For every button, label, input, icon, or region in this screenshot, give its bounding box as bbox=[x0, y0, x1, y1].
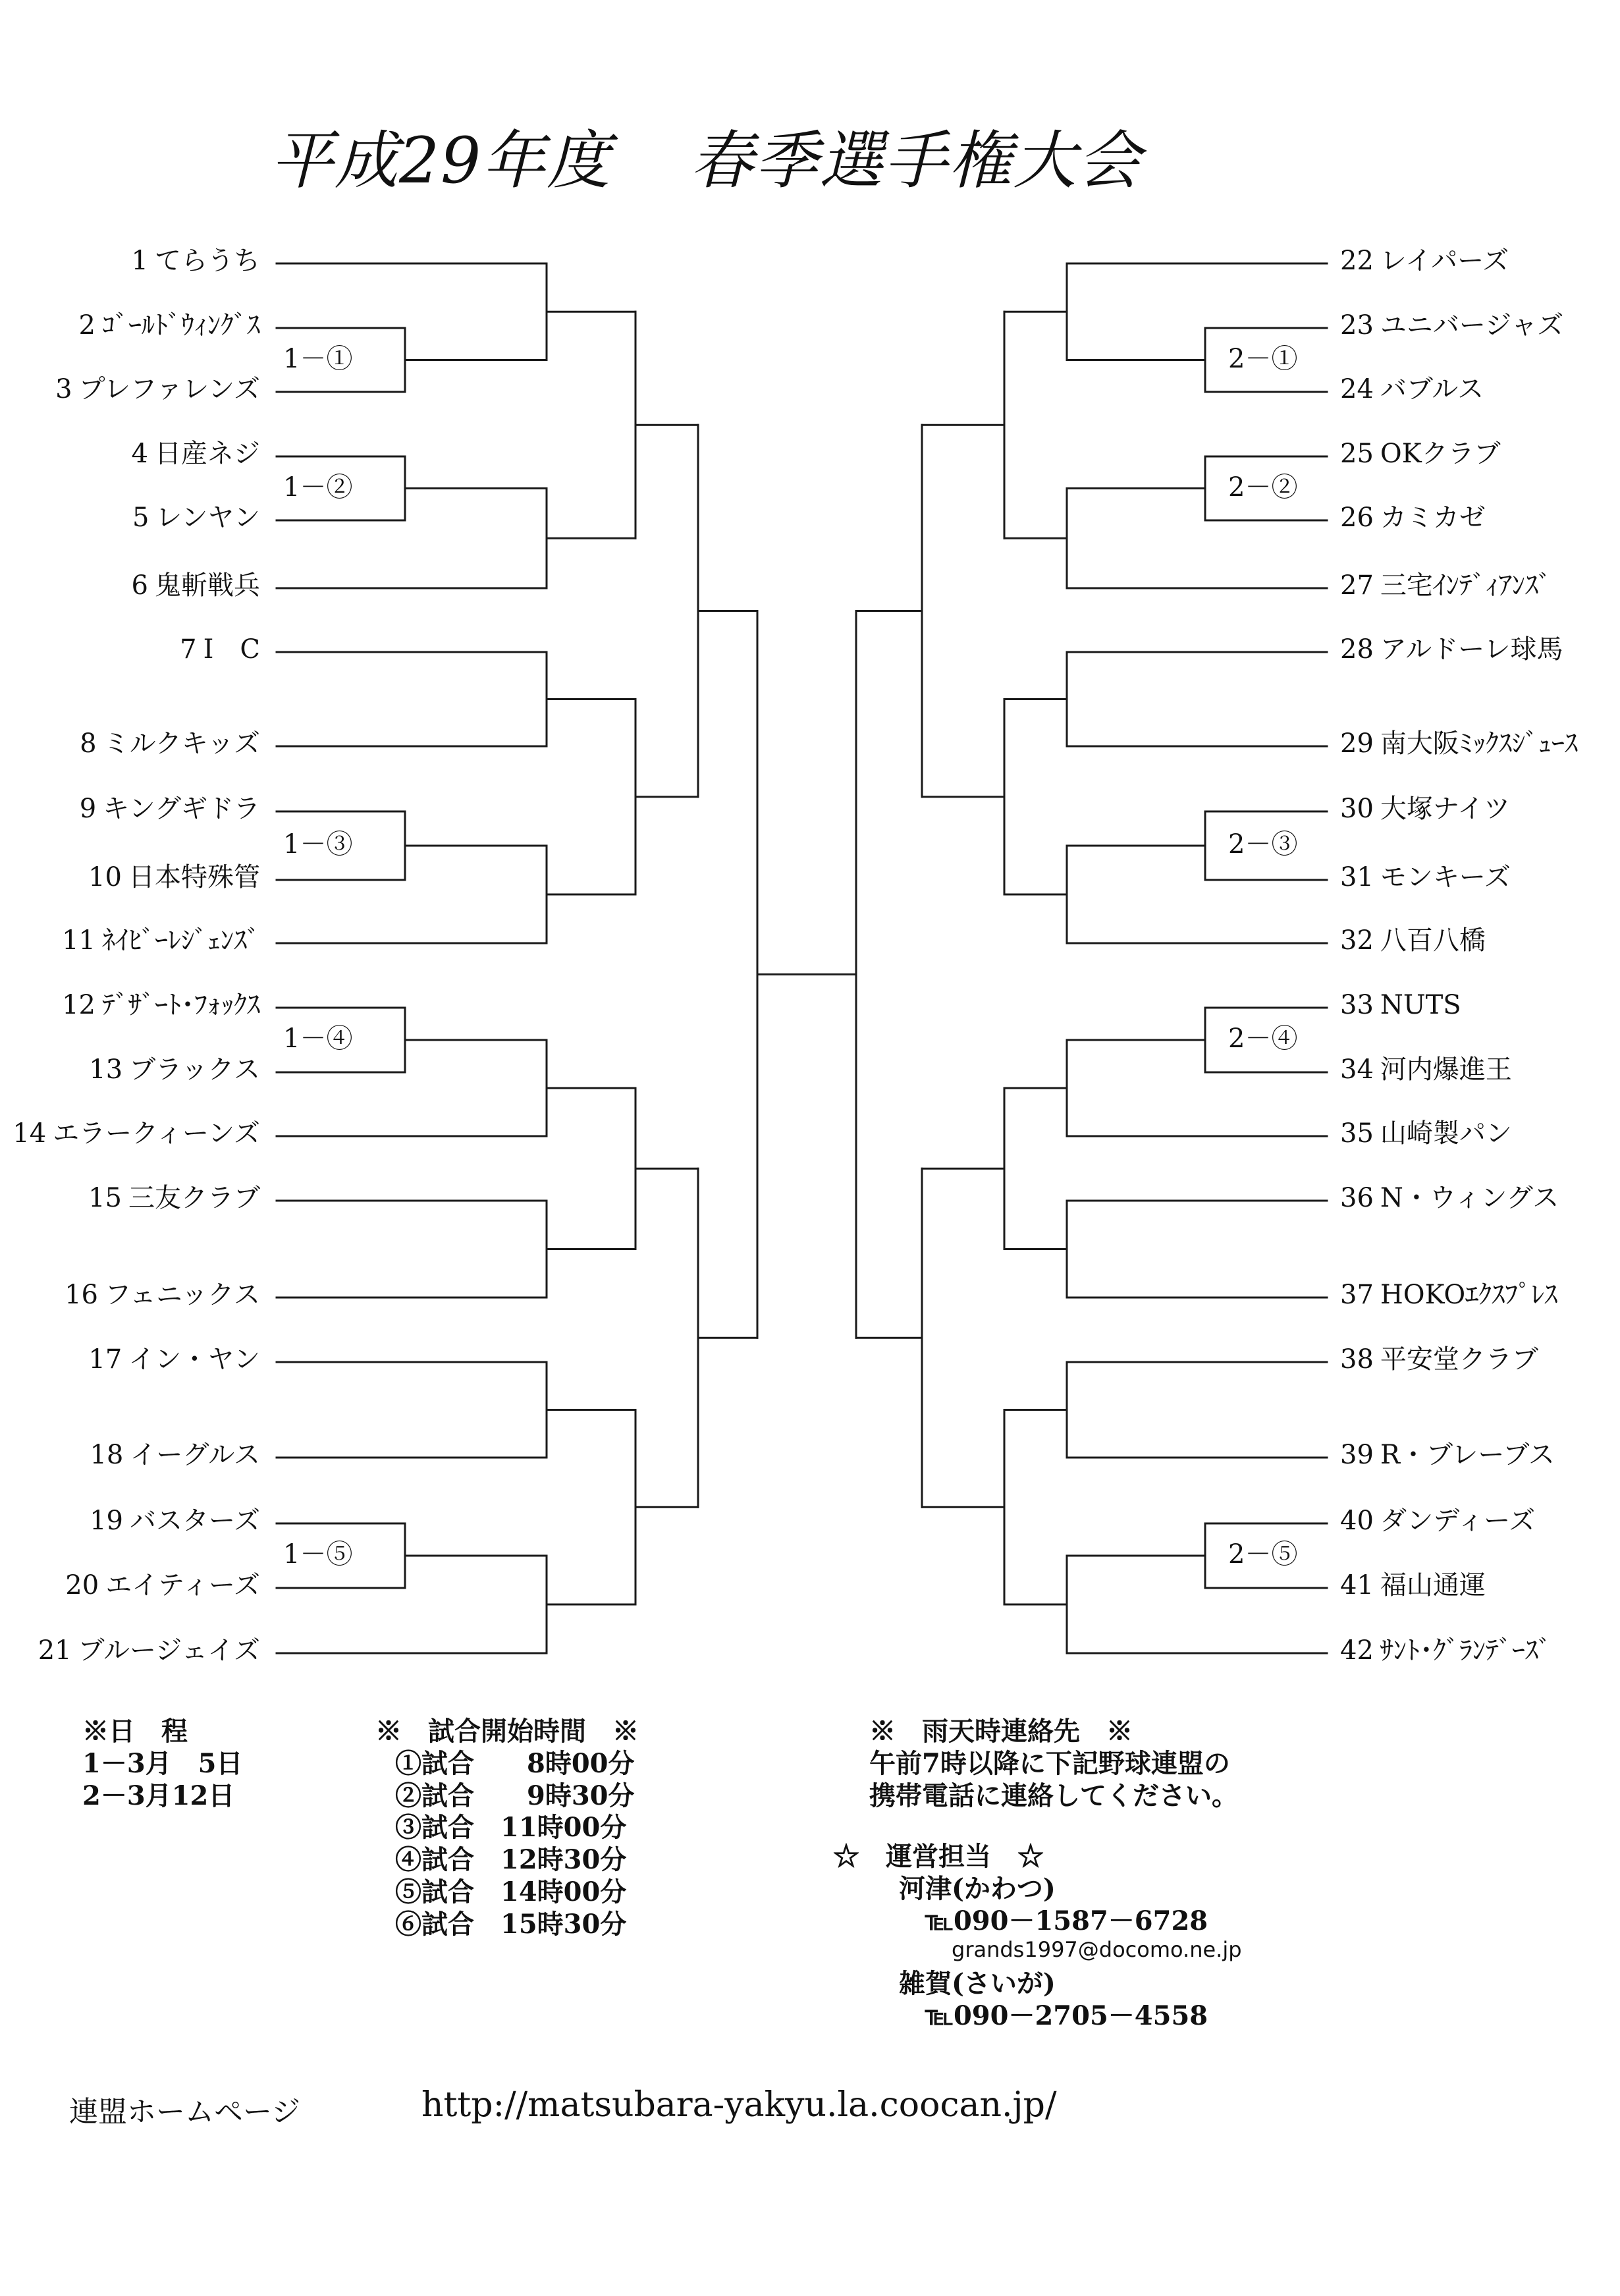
team-number: 38 bbox=[1340, 1344, 1374, 1375]
team-name: 福山通運 bbox=[1380, 1570, 1486, 1600]
team-name: N・ウィングス bbox=[1380, 1183, 1559, 1213]
team-left bbox=[132, 505, 260, 531]
team-name: ダンディーズ bbox=[1380, 1506, 1536, 1536]
team-number: 14 bbox=[13, 1118, 47, 1149]
team-name: ユニバージャズ bbox=[1380, 310, 1564, 341]
team-right bbox=[1340, 864, 1511, 890]
team-right bbox=[1340, 1056, 1512, 1083]
staff-person-1: 河津(かわつ) bbox=[899, 1872, 1056, 1904]
team-name: レイパーズ bbox=[1380, 246, 1509, 276]
team-name: イン・ヤン bbox=[128, 1344, 260, 1375]
game-label-r1: 2－① bbox=[1228, 343, 1298, 374]
team-left bbox=[13, 1120, 260, 1147]
team-number: 16 bbox=[65, 1280, 98, 1310]
footer-url-link[interactable]: http://matsubara-yakyu.la.coocan.jp/ bbox=[421, 2085, 1057, 2125]
team-name: 山崎製パン bbox=[1380, 1118, 1512, 1149]
team-left bbox=[55, 376, 260, 402]
team-left bbox=[79, 312, 260, 339]
staff-phone-2: ℡090－2705－4558 bbox=[925, 2000, 1208, 2032]
team-name: バブルス bbox=[1380, 374, 1484, 404]
team-number: 21 bbox=[38, 1635, 72, 1666]
start-time-line: ③試合 11時00分 bbox=[395, 1812, 627, 1844]
team-number: 6 bbox=[131, 570, 148, 601]
team-name: 平安堂クラブ bbox=[1380, 1344, 1538, 1375]
team-name: 日産ネジ bbox=[155, 439, 260, 469]
start-time-line: ①試合 8時00分 bbox=[395, 1747, 635, 1779]
team-number: 19 bbox=[90, 1506, 123, 1536]
team-left bbox=[132, 248, 260, 274]
start-times-heading: ※ 試合開始時間 ※ bbox=[375, 1716, 639, 1747]
team-number: 31 bbox=[1340, 862, 1374, 892]
team-name: エラークィーンズ bbox=[53, 1118, 260, 1149]
schedule-line: 2－3月12日 bbox=[82, 1780, 235, 1811]
team-name: 八百八橋 bbox=[1380, 925, 1486, 956]
footer-label: 連盟ホームページ bbox=[69, 2095, 301, 2129]
rain-line: 午前7時以降に下記野球連盟の bbox=[869, 1747, 1230, 1779]
game-label-r2: 2－② bbox=[1228, 472, 1298, 503]
team-name: てらうち bbox=[155, 246, 260, 276]
team-number: 26 bbox=[1340, 503, 1374, 533]
team-number: 39 bbox=[1340, 1440, 1374, 1470]
team-right bbox=[1340, 1346, 1538, 1373]
team-name: ｺﾞｰﾙﾄﾞｳｨﾝｸﾞｽ bbox=[102, 310, 260, 341]
team-name: HOKOｴｸｽﾌﾟﾚｽ bbox=[1380, 1280, 1558, 1310]
start-time-line: ⑥試合 15時30分 bbox=[395, 1908, 627, 1940]
team-name: ミルクキッズ bbox=[103, 728, 260, 759]
team-left bbox=[80, 730, 260, 757]
team-left bbox=[65, 1282, 260, 1308]
game-label-l2: 1－② bbox=[283, 472, 353, 503]
team-number: 37 bbox=[1340, 1280, 1374, 1310]
team-right bbox=[1340, 1572, 1486, 1599]
team-right bbox=[1340, 730, 1578, 757]
team-name: I C bbox=[203, 634, 260, 665]
game-label-r5: 2－⑤ bbox=[1228, 1539, 1298, 1570]
team-right bbox=[1340, 1120, 1512, 1147]
team-left bbox=[88, 864, 260, 890]
team-number: 30 bbox=[1340, 794, 1374, 824]
game-label-r4: 2－④ bbox=[1228, 1024, 1298, 1054]
staff-section bbox=[833, 1841, 1242, 2033]
team-name: 日本特殊管 bbox=[128, 862, 260, 892]
team-name: キングギドラ bbox=[103, 794, 260, 824]
game-label-r3: 2－③ bbox=[1228, 829, 1298, 860]
team-right bbox=[1340, 1637, 1552, 1664]
team-name: 河内爆進王 bbox=[1380, 1054, 1512, 1085]
team-left bbox=[132, 572, 260, 599]
team-number: 36 bbox=[1340, 1183, 1374, 1213]
team-number: 17 bbox=[88, 1344, 122, 1375]
team-left bbox=[65, 1572, 260, 1599]
staff-heading: ☆ 運営担当 ☆ bbox=[833, 1841, 1044, 1872]
team-name: イーグルス bbox=[130, 1440, 260, 1470]
team-name: ｻﾝﾄ･ｸﾞﾗﾝﾃﾞｰｽﾞ bbox=[1380, 1635, 1552, 1666]
team-right bbox=[1340, 636, 1563, 663]
team-number: 3 bbox=[55, 374, 72, 404]
team-right bbox=[1340, 376, 1484, 402]
team-right bbox=[1340, 927, 1486, 954]
team-name: フェニックス bbox=[105, 1280, 260, 1310]
rain-line: 携帯電話に連絡してください。 bbox=[869, 1780, 1238, 1811]
team-left bbox=[62, 927, 260, 954]
team-number: 13 bbox=[89, 1054, 123, 1085]
team-left bbox=[90, 1442, 260, 1468]
team-number: 23 bbox=[1340, 310, 1374, 341]
start-time-line: ②試合 9時30分 bbox=[395, 1780, 635, 1811]
team-number: 10 bbox=[88, 862, 122, 892]
team-right bbox=[1340, 312, 1563, 339]
team-name: カミカゼ bbox=[1380, 503, 1486, 533]
team-right bbox=[1340, 572, 1552, 599]
team-number: 25 bbox=[1340, 439, 1374, 469]
team-name: プレファレンズ bbox=[78, 374, 260, 404]
team-number: 4 bbox=[131, 439, 148, 469]
team-left bbox=[180, 636, 260, 663]
team-name: ブルージェイズ bbox=[78, 1635, 260, 1666]
team-right bbox=[1340, 1442, 1555, 1468]
team-name: 三友クラブ bbox=[128, 1183, 260, 1213]
team-left bbox=[88, 1185, 260, 1211]
team-name: モンキーズ bbox=[1380, 862, 1511, 892]
team-number: 41 bbox=[1340, 1570, 1374, 1600]
team-number: 35 bbox=[1340, 1118, 1374, 1149]
start-times-section bbox=[375, 1716, 639, 1941]
team-number: 15 bbox=[88, 1183, 122, 1213]
team-left bbox=[132, 441, 260, 467]
team-number: 20 bbox=[65, 1570, 99, 1600]
team-left bbox=[62, 992, 260, 1018]
team-name: バスターズ bbox=[130, 1506, 260, 1536]
team-number: 18 bbox=[90, 1440, 124, 1470]
team-name: NUTS bbox=[1380, 990, 1461, 1020]
game-label-l1: 1－① bbox=[283, 343, 353, 374]
team-number: 24 bbox=[1340, 374, 1374, 404]
team-name: レンヤン bbox=[155, 503, 260, 533]
team-name: 三宅ｲﾝﾃﾞｨｱﾝｽﾞ bbox=[1380, 570, 1552, 601]
team-number: 12 bbox=[62, 990, 95, 1020]
schedule-section bbox=[82, 1716, 243, 1812]
team-name: エイティーズ bbox=[105, 1570, 260, 1600]
schedule-line: 1－3月 5日 bbox=[82, 1747, 243, 1779]
team-right bbox=[1340, 505, 1486, 531]
team-number: 22 bbox=[1340, 246, 1374, 276]
title-year: 平成29年度 bbox=[270, 124, 612, 198]
team-number: 9 bbox=[79, 794, 97, 824]
team-number: 33 bbox=[1340, 990, 1374, 1020]
team-number: 28 bbox=[1340, 634, 1374, 665]
staff-person-2: 雑賀(さいが) bbox=[899, 1968, 1056, 2000]
team-right bbox=[1340, 796, 1510, 822]
team-left bbox=[80, 796, 260, 822]
team-number: 1 bbox=[131, 246, 148, 276]
team-name: OKクラブ bbox=[1380, 439, 1501, 469]
team-left bbox=[88, 1346, 260, 1373]
team-left bbox=[89, 1056, 260, 1083]
team-number: 29 bbox=[1340, 728, 1374, 759]
team-number: 34 bbox=[1340, 1054, 1374, 1085]
game-label-l5: 1－⑤ bbox=[283, 1539, 353, 1570]
rain-contact-section bbox=[869, 1716, 1238, 1812]
title-name: 春季選手権大会 bbox=[690, 124, 1143, 198]
game-label-l4: 1－④ bbox=[283, 1024, 353, 1054]
team-number: 8 bbox=[80, 728, 97, 759]
start-time-line: ④試合 12時30分 bbox=[395, 1844, 627, 1876]
team-number: 7 bbox=[180, 634, 197, 665]
team-left bbox=[90, 1508, 260, 1534]
team-right bbox=[1340, 441, 1501, 467]
staff-email-1[interactable]: grands1997@docomo.ne.jp bbox=[952, 1937, 1242, 1963]
team-name: 南大阪ﾐｯｸｽｼﾞｭｰｽ bbox=[1380, 728, 1578, 759]
schedule-heading: ※日 程 bbox=[82, 1716, 188, 1747]
team-number: 5 bbox=[132, 503, 149, 533]
team-right bbox=[1340, 1185, 1559, 1211]
team-name: ﾃﾞｻﾞｰﾄ･ﾌｫｯｸｽ bbox=[102, 990, 260, 1020]
team-left bbox=[38, 1637, 260, 1664]
team-name: ブラックス bbox=[129, 1054, 260, 1085]
game-label-l3: 1－③ bbox=[283, 829, 353, 860]
team-name: 鬼斬戦兵 bbox=[155, 570, 260, 601]
start-time-line: ⑤試合 14時00分 bbox=[395, 1876, 627, 1907]
team-number: 42 bbox=[1340, 1635, 1374, 1666]
team-name: R・ブレーブス bbox=[1380, 1440, 1555, 1470]
team-number: 11 bbox=[62, 925, 95, 956]
team-number: 32 bbox=[1340, 925, 1374, 956]
team-number: 40 bbox=[1340, 1506, 1374, 1536]
rain-heading: ※ 雨天時連絡先 ※ bbox=[869, 1716, 1133, 1747]
team-number: 2 bbox=[78, 310, 95, 341]
team-right bbox=[1340, 248, 1509, 274]
team-name: アルドーレ球馬 bbox=[1380, 634, 1563, 665]
staff-phone-1: ℡090－1587－6728 bbox=[925, 1905, 1208, 1936]
team-right bbox=[1340, 1282, 1557, 1308]
team-name: ﾈｲﾋﾞｰﾚｼﾞｪﾝｽﾞ bbox=[102, 925, 260, 956]
team-name: 大塚ナイツ bbox=[1380, 794, 1511, 824]
team-number: 27 bbox=[1340, 570, 1374, 601]
team-right bbox=[1340, 992, 1461, 1018]
team-right bbox=[1340, 1508, 1535, 1534]
